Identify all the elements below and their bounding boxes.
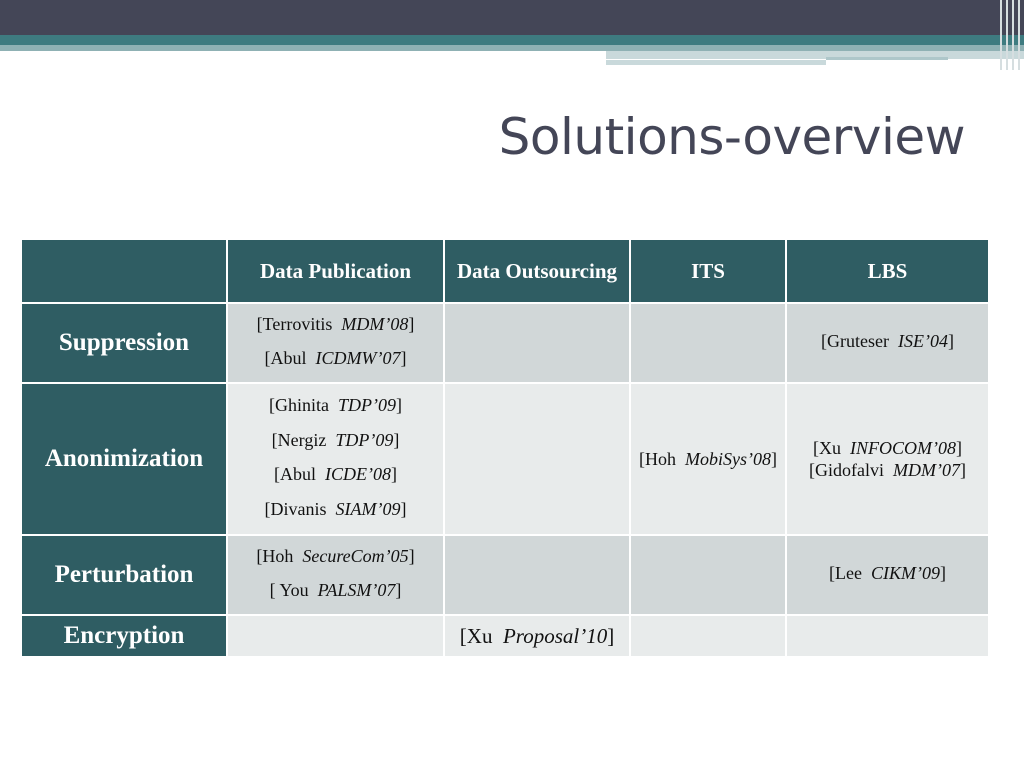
citation-author: [Abul bbox=[274, 464, 316, 484]
citation-author: [Nergiz bbox=[271, 429, 327, 450]
citation-venue: CIKM’09 bbox=[870, 562, 940, 583]
header-band bbox=[0, 0, 1024, 35]
row-header: Perturbation bbox=[21, 535, 227, 615]
table-cell bbox=[786, 383, 989, 535]
citation-author: [Abul bbox=[264, 348, 307, 368]
citation-author: [Ghinita bbox=[269, 395, 329, 415]
header-stripe bbox=[826, 57, 948, 60]
row-header: Suppression bbox=[21, 303, 227, 383]
solutions-table bbox=[20, 238, 990, 658]
table-cell bbox=[227, 303, 444, 383]
citation-venue: TDP’09 bbox=[338, 395, 396, 415]
table-cell bbox=[786, 303, 989, 383]
table-cell bbox=[444, 383, 630, 535]
citation-close: ] bbox=[956, 437, 962, 458]
table-cell bbox=[786, 535, 989, 615]
citation-close: ] bbox=[408, 313, 415, 334]
citation-close: ] bbox=[400, 498, 407, 519]
table-cell bbox=[630, 303, 786, 383]
table-cell bbox=[786, 615, 989, 657]
citation-author: [Terrovitis bbox=[256, 313, 333, 334]
table-cell bbox=[444, 615, 630, 657]
table-cell bbox=[227, 383, 444, 535]
table-cell bbox=[444, 303, 630, 383]
column-header-data-outsourcing: Data Outsourcing bbox=[444, 239, 630, 303]
citation-author: [Gruteser bbox=[821, 330, 889, 351]
citation-venue: TDP’09 bbox=[335, 429, 394, 450]
citation-author: [Lee bbox=[829, 562, 862, 583]
citation-close: ] bbox=[947, 330, 954, 351]
citation bbox=[228, 579, 443, 602]
table-cell bbox=[630, 535, 786, 615]
table-cell bbox=[444, 535, 630, 615]
citation-venue: MDM’08 bbox=[341, 313, 409, 334]
citation-venue: ICDE’08 bbox=[325, 464, 391, 484]
citation-author: [Gidofalvi bbox=[809, 460, 884, 480]
citation-author: [Hoh bbox=[639, 448, 676, 469]
citation bbox=[228, 347, 443, 370]
citation-close: ] bbox=[770, 448, 777, 469]
citation bbox=[787, 437, 988, 460]
citation-close: ] bbox=[396, 395, 402, 415]
citation-close: ] bbox=[607, 623, 615, 648]
citation bbox=[787, 562, 988, 585]
slide-title: Solutions-overview bbox=[498, 108, 965, 166]
citation bbox=[787, 459, 988, 482]
citation bbox=[228, 463, 443, 486]
citation bbox=[445, 623, 629, 649]
citation bbox=[228, 313, 443, 336]
citation bbox=[228, 498, 443, 521]
citation-author: [Hoh bbox=[256, 545, 294, 566]
edge-decoration bbox=[996, 0, 1024, 70]
header-empty-cell bbox=[21, 239, 227, 303]
table-row bbox=[21, 535, 989, 615]
column-header-lbs: LBS bbox=[786, 239, 989, 303]
table-row bbox=[21, 383, 989, 535]
column-header-data-publication: Data Publication bbox=[227, 239, 444, 303]
table-cell bbox=[630, 615, 786, 657]
citation-author: [ You bbox=[269, 580, 309, 600]
citation-close: ] bbox=[408, 545, 415, 566]
citation bbox=[787, 330, 988, 353]
citation-venue: ISE’04 bbox=[897, 330, 948, 351]
citation-venue: SecureCom’05 bbox=[302, 545, 409, 566]
citation-venue: PALSM’07 bbox=[317, 580, 396, 600]
header-accent-band bbox=[0, 35, 1024, 45]
table-cell bbox=[227, 615, 444, 657]
header-stripe bbox=[606, 60, 826, 65]
citation-close: ] bbox=[393, 429, 400, 450]
citation-close: ] bbox=[959, 460, 966, 480]
citation-venue: MDM’07 bbox=[893, 460, 960, 480]
citation bbox=[228, 394, 443, 417]
column-header-its: ITS bbox=[630, 239, 786, 303]
table-cell bbox=[630, 383, 786, 535]
citation-venue: SIAM’09 bbox=[335, 498, 401, 519]
citation-author: [Divanis bbox=[264, 498, 327, 519]
citation-venue: MobiSys’08 bbox=[685, 448, 771, 469]
citation-author: [Xu bbox=[813, 437, 841, 458]
citation-close: ] bbox=[939, 562, 946, 583]
table-cell bbox=[227, 535, 444, 615]
table-header-row bbox=[21, 239, 989, 303]
citation-author: [Xu bbox=[459, 623, 493, 648]
header-stripe bbox=[606, 51, 1024, 59]
citation-close: ] bbox=[400, 348, 407, 368]
citation-close: ] bbox=[391, 464, 397, 484]
table-row bbox=[21, 303, 989, 383]
citation-venue: INFOCOM’08 bbox=[850, 437, 956, 458]
table-row bbox=[21, 615, 989, 657]
citation bbox=[631, 448, 785, 471]
citation-venue: ICDMW’07 bbox=[315, 348, 401, 368]
citation bbox=[228, 545, 443, 568]
row-header: Anonimization bbox=[21, 383, 227, 535]
citation bbox=[228, 429, 443, 452]
header-divider bbox=[0, 51, 606, 57]
citation-close: ] bbox=[395, 580, 402, 600]
row-header: Encryption bbox=[21, 615, 227, 657]
citation-venue: Proposal’10 bbox=[502, 623, 608, 648]
